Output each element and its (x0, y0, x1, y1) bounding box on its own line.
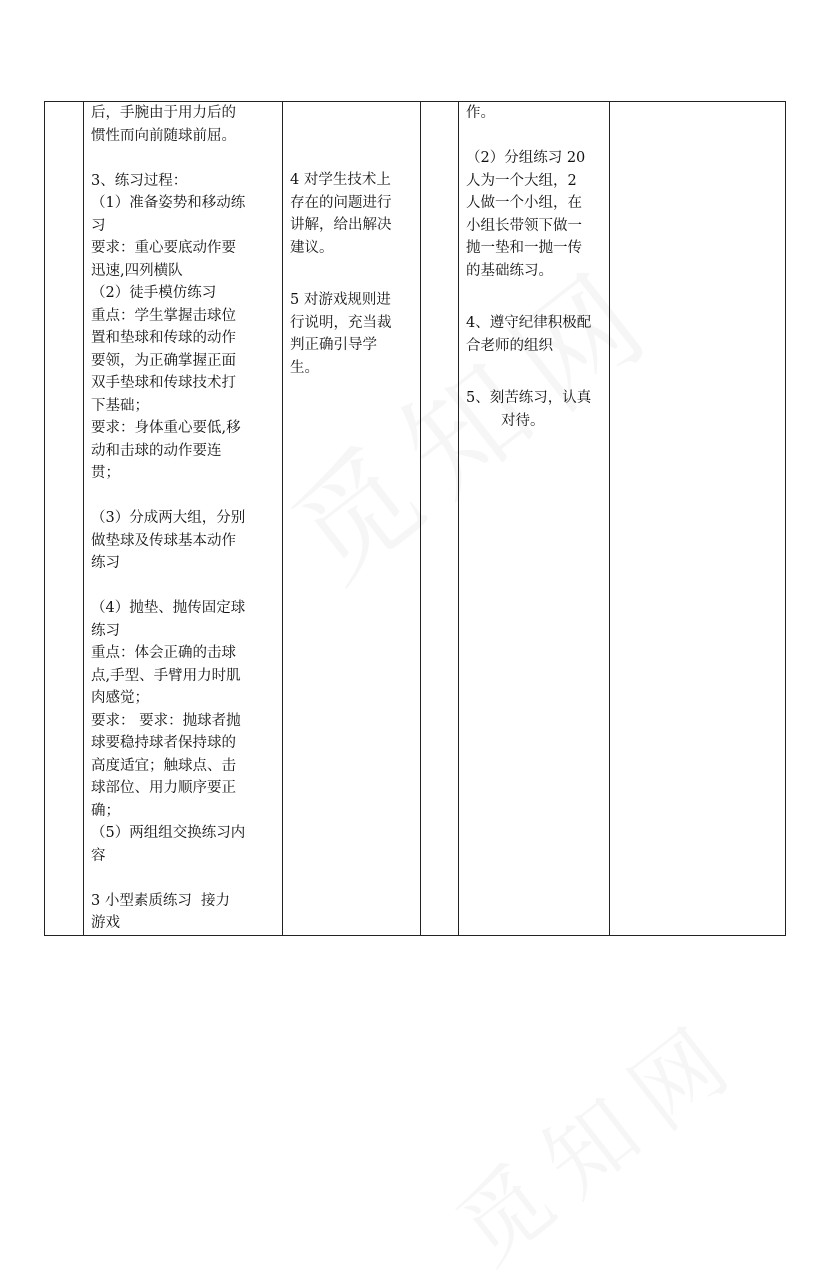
text-line: 3 小型素质练习 接力 (91, 892, 231, 909)
text-line: 行说明，充当裁 (290, 314, 392, 331)
text-line: 习 (91, 217, 106, 234)
text-line: （4）抛垫、抛传固定球 (91, 600, 246, 616)
text-line: 存在的问题进行 (290, 194, 392, 211)
text-line: 人为一个大组，2 (466, 172, 577, 189)
text-line: 小组长带领下做一 (466, 217, 582, 234)
notes-cell (610, 102, 786, 936)
text-line: 人做一个小组，在 (466, 195, 582, 211)
text-line: 点,手型、手臂用力时肌 (91, 667, 241, 684)
text-line: 球部位、用力顺序要正 (91, 780, 236, 796)
text-line: 的基础练习。 (466, 262, 553, 279)
text-line: 判正确引导学 (290, 337, 377, 353)
student-activity-cell (459, 102, 610, 936)
text-line: 练习 (91, 555, 120, 571)
watermark (425, 982, 765, 1288)
text-line: 后，手腕由于用力后的 (91, 105, 236, 121)
table-row (45, 102, 786, 936)
text-line: 5 对游戏规则进 (290, 292, 391, 308)
text-line: 确； (91, 802, 120, 819)
text-line: 球要稳持球者保持球的 (91, 735, 236, 751)
blank-cell (421, 102, 459, 936)
text-line: 高度适宜；触球点、击 (91, 757, 236, 774)
text-line: 4、遵守纪律积极配 (466, 315, 592, 331)
text-line: （5）两组组交换练习内 (91, 825, 246, 841)
text-line: 生。 (290, 359, 319, 376)
text-line: 3、练习过程： (91, 172, 188, 189)
text-line: （2）徒手模仿练习 (91, 285, 217, 301)
lesson-plan-table (44, 101, 786, 936)
text-line: 重点：学生掌握击球位 (91, 307, 236, 324)
text-line: 讲解，给出解决 (290, 217, 392, 233)
text-line: 对待。 (501, 412, 545, 429)
text-line: 双手垫球和传球技术打 (91, 375, 236, 391)
text-line: 合老师的组织 (466, 337, 553, 354)
content-cell (84, 102, 283, 936)
text-line: 要求：身体重心要低,移 (91, 420, 241, 436)
text-line: 下基础； (91, 397, 149, 414)
text-line: 要求： 要求：抛球者抛 (91, 712, 241, 729)
text-line: 重点：体会正确的击球 (91, 645, 236, 661)
text-line: 动和击球的动作要连 (91, 442, 222, 459)
text-line: 做垫球及传球基本动作 (91, 532, 236, 549)
text-line: 5、刻苦练习，认真 (466, 390, 592, 406)
time-cell (45, 102, 84, 936)
text-line: 肉感觉； (91, 690, 149, 706)
text-line: （2）分组练习 20 (466, 150, 586, 166)
text-line: 游戏 (91, 915, 120, 931)
text-line: 惯性而向前随球前屈。 (91, 127, 236, 144)
text-line: （1）准备姿势和移动练 (91, 195, 246, 211)
text-line: 建议。 (290, 239, 334, 256)
text-line: 要求：重心要底动作要 (91, 240, 236, 256)
text-line: 置和垫球和传球的动作 (91, 330, 236, 346)
text-line: 要领，为正确掌握正面 (91, 352, 236, 369)
text-line: 贯； (91, 465, 120, 481)
text-line: 练习 (91, 622, 120, 639)
text-line: 作。 (466, 105, 495, 121)
text-line: 容 (91, 847, 106, 864)
teacher-activity-cell (283, 102, 421, 936)
text-line: 迅速,四列横队 (91, 262, 183, 279)
text-line: 抛一垫和一抛一传 (466, 240, 582, 256)
text-line: 4 对学生技术上 (290, 172, 391, 188)
text-line: （3）分成两大组，分别 (91, 510, 246, 526)
